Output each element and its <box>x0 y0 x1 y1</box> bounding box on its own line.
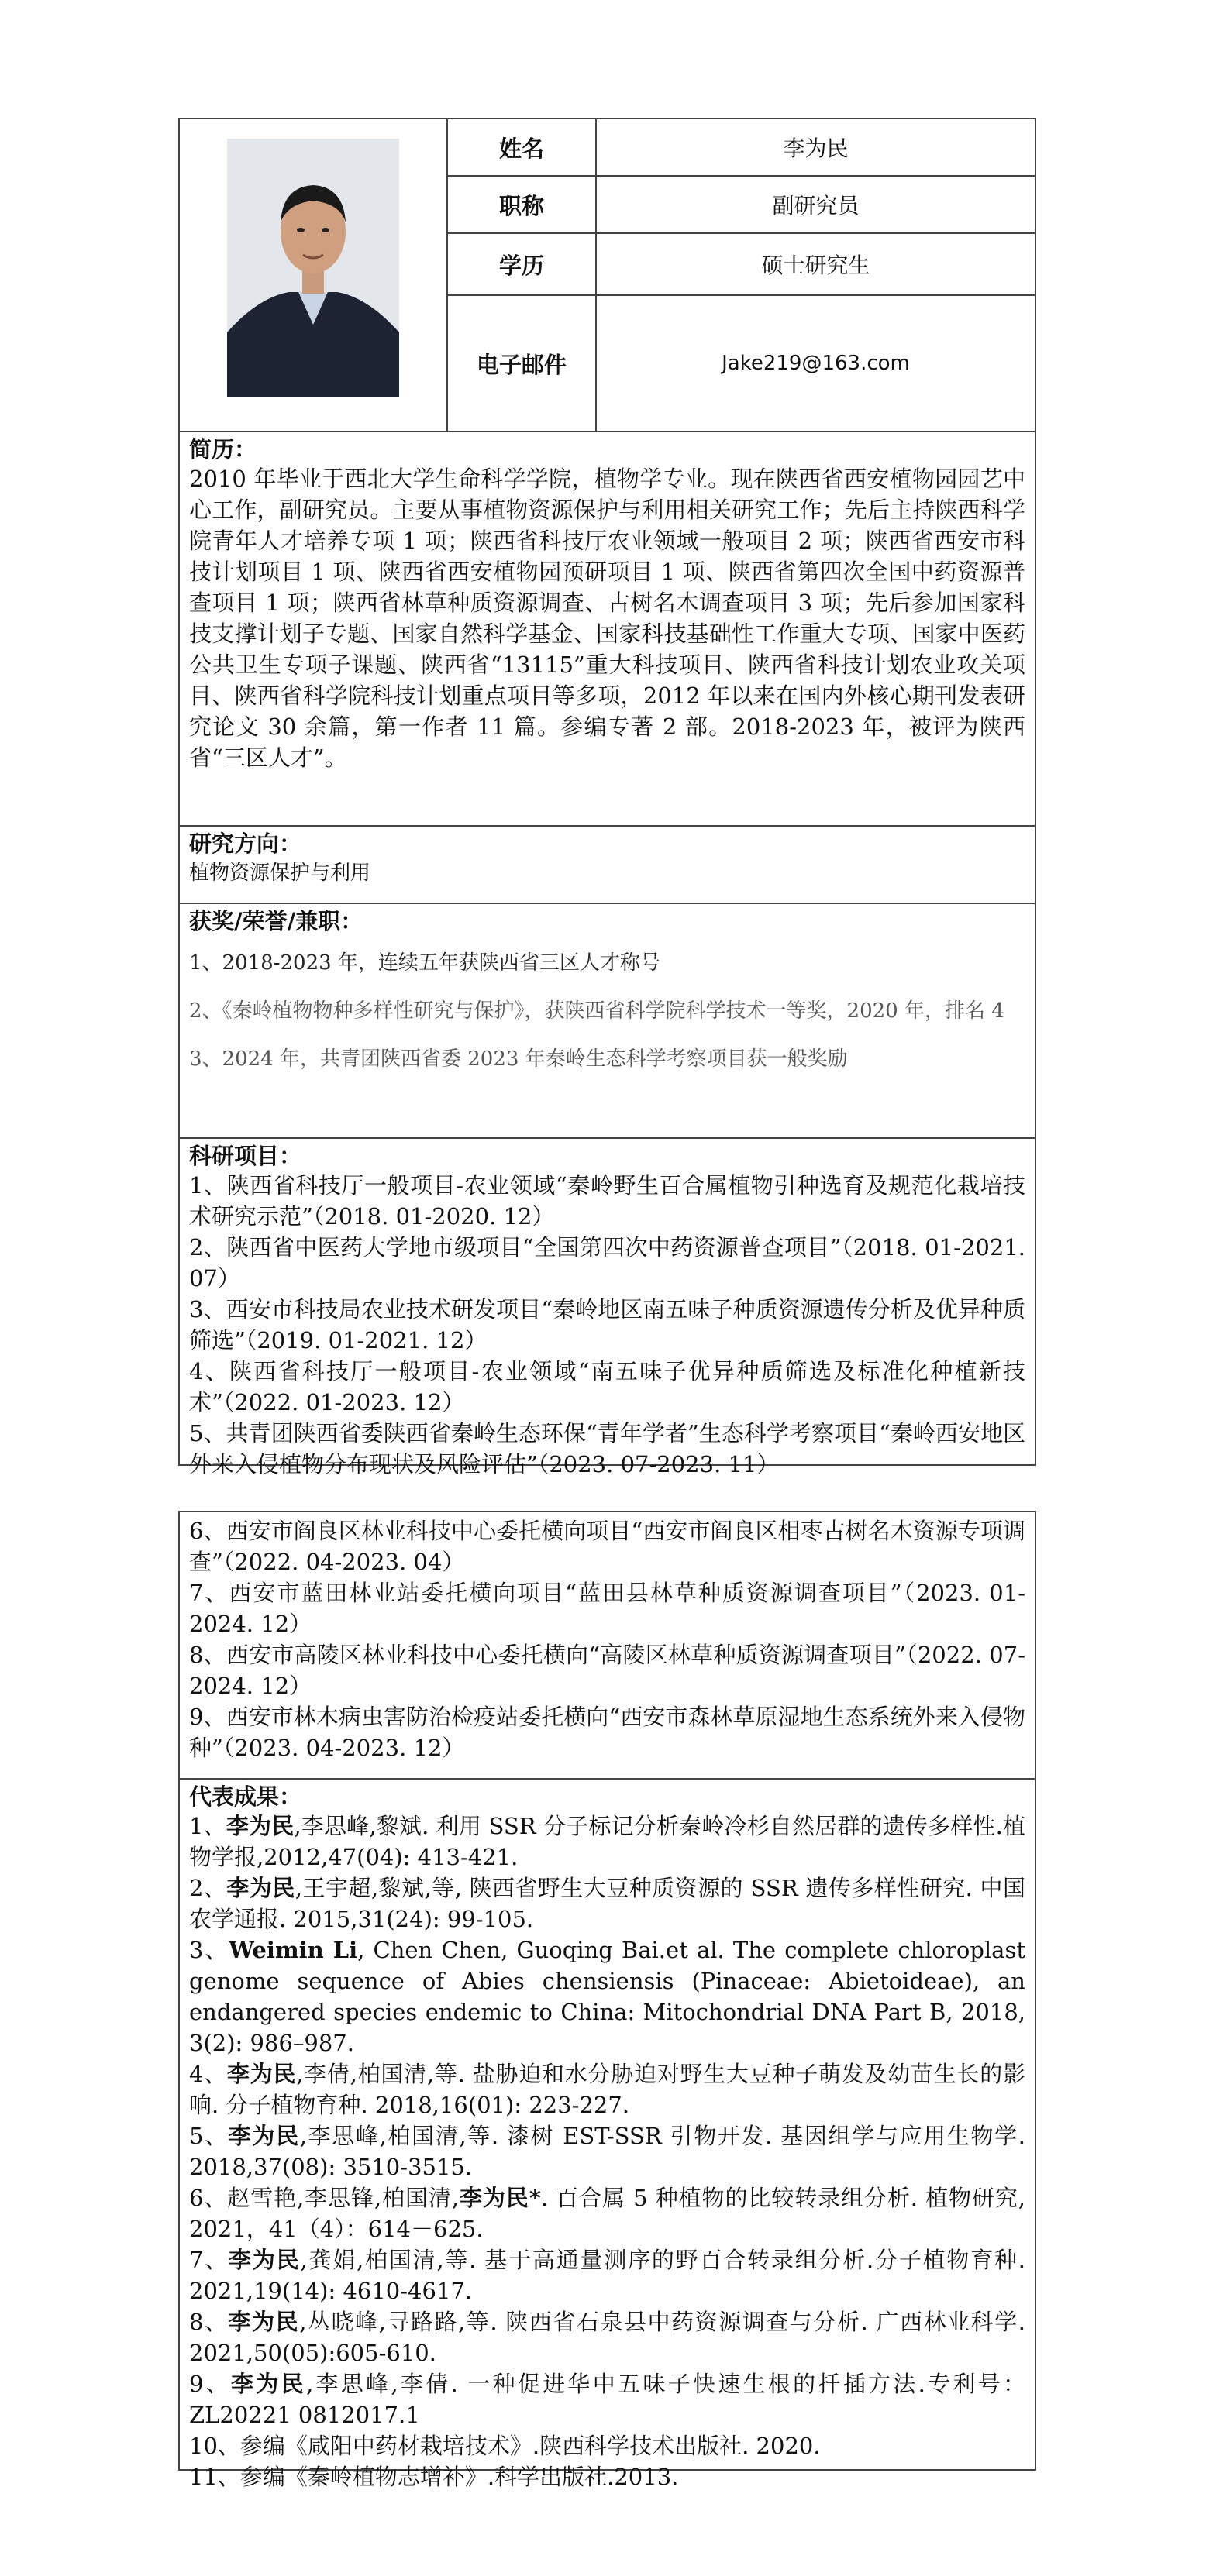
portrait-illustration <box>227 139 399 397</box>
achievement-item: 6、赵雪艳,李思锋,柏国清,李为民*. 百合属 5 种植物的比较转录组分析. 植物研究, 2021，41（4）：614－625. <box>189 2185 1026 2242</box>
email-row <box>448 296 1035 431</box>
continuation-table <box>178 1511 1036 2490</box>
awards-section <box>180 904 1035 1139</box>
research-heading: 研究方向： <box>189 831 302 857</box>
degree-value: 硕士研究生 <box>761 253 870 278</box>
profile-header-row <box>180 119 1035 432</box>
achievement-item: 2、李为民,王宇超,黎斌,等, 陕西省野生大豆种质资源的 SSR 遗传多样性研究. 中国农学通报. 2015,31(24): 99-105. <box>189 1875 1025 1932</box>
achievement-item: 7、李为民,龚娟,柏国清,等. 基于高通量测序的野百合转录组分析.分子植物育种. 2021,19(14): 4610-4617. <box>189 2247 1025 2304</box>
profile-info-grid <box>448 119 1035 431</box>
bio-text: 2010 年毕业于西北大学生命科学学院，植物学专业。现在陕西省西安植物园园艺中心工作，副研究员。主要从事植物资源保护与利用相关研究工作；先后主持陕西科学院青年人才培养专项 1 项；陕西省科技厅农业领域一般项目 2 项；陕西省西安市科技计划项目 1 项、陕西省西安植物园预研项目 1 项、陕西省第四次全国中药资源普查项目 1 项；陕西省林草种质资源调查、古树名木调查项目 3 项；先后参加国家科技支撑计划子专题、国家自然科学基金、国家科技基础性工作重大专项、国家中医药公共卫生专项子课题、陕西省“13115”重大科技项目、陕西省科技计划农业攻关项目、陕西省科学院科技计划重点项目等多项，2012 年以来在国内外核心期刊发表研究论文 30 余篇，第一作者 11 篇。参编专著 2 部。2018-2023 年，被评为陕西省“三区人才”。 <box>189 466 1025 771</box>
portrait-photo <box>227 139 399 397</box>
research-section <box>180 827 1035 904</box>
degree-row <box>448 234 1035 296</box>
name-value: 李为民 <box>783 136 849 161</box>
project-item: 9、西安市林木病虫害防治检疫站委托横向“西安市森林草原湿地生态系统外来入侵物种”（2023. 04-2023. 12） <box>189 1704 1025 1761</box>
title-value: 副研究员 <box>772 193 860 218</box>
name-label: 姓名 <box>448 119 597 175</box>
research-text: 植物资源保护与利用 <box>189 862 371 885</box>
project-item: 8、西安市高陵区林业科技中心委托横向“高陵区林草种质资源调查项目”（2022. 07-2024. 12） <box>189 1642 1025 1699</box>
title-row <box>448 177 1035 234</box>
bio-heading: 简历： <box>189 436 257 463</box>
projects-section-part2 <box>180 1512 1035 1780</box>
achievements-section <box>180 1780 1035 2490</box>
achievement-item: 10、参编《咸阳中药材栽培技术》.陕西科学技术出版社. 2020. <box>189 2433 821 2459</box>
achievement-item: 11、参编《秦岭植物志增补》.科学出版社.2013. <box>189 2464 679 2490</box>
achievement-item: 5、李为民,李思峰,柏国清,等. 漆树 EST-SSR 引物开发. 基因组学与应用生物学. 2018,37(08): 3510-3515. <box>189 2123 1025 2180</box>
projects-heading: 科研项目： <box>189 1143 302 1169</box>
degree-label: 学历 <box>448 234 597 294</box>
project-item: 2、陕西省中医药大学地市级项目“全国第四次中药资源普查项目”（2018. 01-2021. 07） <box>189 1234 1025 1291</box>
awards-heading: 获奖/荣誉/兼职： <box>189 908 363 934</box>
project-item: 3、西安市科技局农业技术研发项目“秦岭地区南五味子种质资源遗传分析及优异种质筛选”（2019. 01-2021. 12） <box>189 1296 1025 1353</box>
email-label: 电子邮件 <box>448 296 597 431</box>
project-item: 4、陕西省科技厅一般项目-农业领域“南五味子优异种质筛选及标准化种植新技术”（2022. 01-2023. 12） <box>189 1358 1025 1415</box>
award-item: 1、2018-2023 年，连续五年获陕西省三区人才称号 <box>189 951 660 975</box>
achievement-item: 8、李为民,丛晓峰,寻路路,等. 陕西省石泉县中药资源调查与分析. 广西林业科学. 2021,50(05):605-610. <box>189 2309 1025 2366</box>
bio-section <box>180 432 1035 827</box>
projects-section-part1 <box>180 1139 1035 1477</box>
achievement-item: 1、李为民,李思峰,黎斌. 利用 SSR 分子标记分析秦岭冷杉自然居群的遗传多样性.植物学报,2012,47(04): 413-421. <box>189 1813 1026 1870</box>
email-value[interactable]: Jake219@163.com <box>722 352 910 375</box>
project-item: 5、共青团陕西省委陕西省秦岭生态环保“青年学者”生态科学考察项目“秦岭西安地区外来入侵植物分布现状及风险评估”（2023. 07-2023. 11） <box>189 1420 1025 1477</box>
achievement-item: 4、李为民,李倩,柏国清,等. 盐胁迫和水分胁迫对野生大豆种子萌发及幼苗生长的影响. 分子植物育种. 2018,16(01): 223-227. <box>189 2061 1025 2118</box>
award-item: 3、2024 年，共青团陕西省委 2023 年秦岭生态科学考察项目获一般奖励 <box>189 1047 848 1071</box>
profile-table <box>178 118 1036 1477</box>
achievement-item: 3、Weimin Li, Chen Chen, Guoqing Bai.et al. The complete chloroplast genome sequence of Abies chensiensis (Pinaceae: Abietoideae), an endangered species endemic to China: Mitochondrial DNA Part B, 2018, 3(2): 986–987. <box>189 1937 1025 2056</box>
name-row <box>448 119 1035 177</box>
photo-cell <box>180 119 448 431</box>
project-item: 6、西安市阎良区林业科技中心委托横向项目“西安市阎良区相枣古树名木资源专项调查”（2022. 04-2023. 04） <box>189 1518 1025 1575</box>
achievement-item: 9、李为民,李思峰,李倩. 一种促进华中五味子快速生根的扦插方法.专利号：ZL20221 0812017.1 <box>189 2371 1026 2428</box>
award-item: 2、《秦岭植物物种多样性研究与保护》，获陕西省科学院科学技术一等奖，2020 年，排名 4 <box>189 999 1004 1023</box>
project-item: 7、西安市蓝田林业站委托横向项目“蓝田县林草种质资源调查项目”（2023. 01-2024. 12） <box>189 1580 1025 1637</box>
title-label: 职称 <box>448 177 597 232</box>
project-item: 1、陕西省科技厅一般项目-农业领域“秦岭野生百合属植物引种选育及规范化栽培技术研究示范”（2018. 01-2020. 12） <box>189 1172 1025 1230</box>
achievements-heading: 代表成果： <box>189 1783 302 1810</box>
